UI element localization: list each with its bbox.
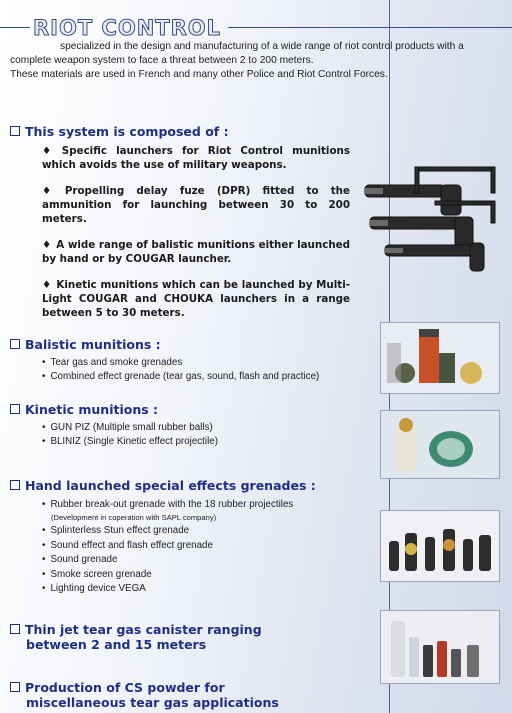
list-item: • GUN PIZ (Multiple small rubber balls): [42, 421, 362, 435]
system-heading: This system is composed of :: [10, 124, 229, 139]
diamond-icon: ♦: [42, 145, 57, 157]
diamond-icon: ♦: [42, 239, 52, 251]
system-list: [42, 144, 350, 332]
checkbox-icon: [10, 126, 20, 136]
list-item: ♦ Specific launchers for Riot Control munitions which avoids the use of military weapons.: [42, 145, 350, 171]
list-item: • Combined effect grenade (tear gas, sound, flash and practice): [42, 370, 362, 384]
intro-line-3: These materials are used in French and many other Police and Riot Control Forces.: [10, 69, 388, 80]
list-item: ♦ Propelling delay fuze (DPR) fitted to the ammunition for launching between 30 to 200 meters.: [42, 185, 350, 225]
checkbox-icon: [10, 624, 20, 634]
list-item: • Sound effect and flash effect grenade: [42, 539, 360, 553]
header-rule-left: [0, 27, 30, 28]
list-item: • Splinterless Stun effect grenade: [42, 524, 360, 538]
cs-powder-heading: Production of CS powder for miscellaneous tear gas applications: [10, 680, 279, 710]
list-item: ♦ Kinetic munitions which can be launched by Multi-Light COUGAR and CHOUKA launchers in a range between 5 to 30 meters.: [42, 279, 350, 319]
thin-jet-heading: Thin jet tear gas canister ranging between 2 and 15 meters: [10, 622, 262, 652]
list-item: • Tear gas and smoke grenades: [42, 356, 362, 370]
grenades-photo: [380, 510, 500, 582]
diamond-icon: ♦: [42, 279, 52, 291]
kinetic-list: [42, 421, 362, 450]
list-item: • Sound grenade: [42, 553, 360, 567]
list-item: • Lighting device VEGA: [42, 582, 360, 596]
balistic-heading: Balistic munitions :: [10, 337, 161, 352]
hand-heading: Hand launched special effects grenades :: [10, 478, 316, 493]
diamond-icon: ♦: [42, 185, 60, 197]
kinetic-photo: [380, 410, 500, 479]
kinetic-heading: Kinetic munitions :: [10, 402, 158, 417]
intro-line-2: complete weapon system to face a threat between 2 to 200 meters.: [10, 55, 314, 66]
list-item: • Smoke screen grenade: [42, 568, 360, 582]
balistic-list: [42, 356, 362, 385]
list-item: ♦ A wide range of balistic munitions either launched by hand or by COUGAR launcher.: [42, 239, 351, 265]
balistic-photo: [380, 322, 500, 394]
intro-text: [10, 40, 505, 82]
checkbox-icon: [10, 480, 20, 490]
checkbox-icon: [10, 339, 20, 349]
hand-list: [42, 498, 360, 596]
intro-line-1: specialized in the design and manufacturing of a wide range of riot control products with a: [60, 41, 464, 52]
launchers-photo: [355, 155, 507, 273]
canister-photo: [380, 610, 500, 684]
checkbox-icon: [10, 682, 20, 692]
header-rule-right: [228, 27, 512, 28]
list-item: • Rubber break-out grenade with the 18 rubber projectiles (Development in coperation with SAPL company): [42, 498, 360, 524]
checkbox-icon: [10, 404, 20, 414]
page-title: RIOT CONTROL: [33, 16, 222, 40]
development-note: (Development in coperation with SAPL company): [51, 513, 217, 523]
list-item: • BLINIZ (Single Kinetic effect projectile): [42, 435, 362, 449]
